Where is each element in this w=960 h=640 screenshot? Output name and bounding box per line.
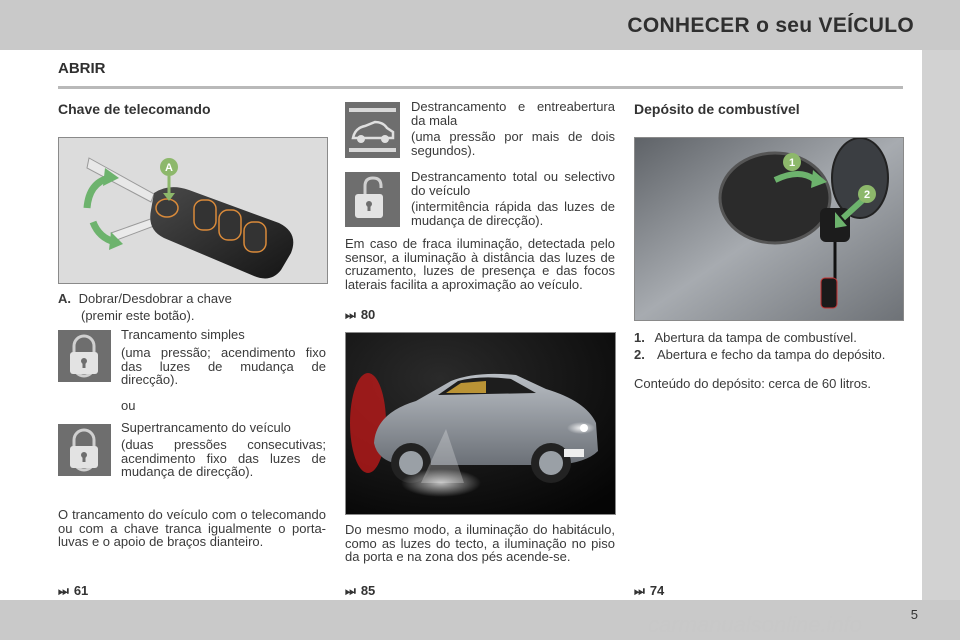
superlock-title: Supertrancamento do veículo [121,420,291,435]
trunk-title: Destrancamento e entreabertura da mala [411,99,615,128]
unlock-title: Destrancamento total ou selectivo do veículo [411,169,615,198]
page-number: 5 [910,607,918,622]
reference-number: 61 [73,583,89,598]
reference-arrow-icon: ⏭ [345,584,356,598]
fuel-capacity: Conteúdo do depósito: cerca de 60 litros. [634,376,872,391]
item-a-text2: (premir este botão). [81,308,195,323]
watermark: carmanualsonline.info [648,612,863,637]
reference-number: 74 [649,583,665,598]
superlock-description: (duas pressões consecutivas; acendimento fixo das luzes de mudança de direcção). [121,437,326,479]
reference-arrow-icon: ⏭ [345,308,356,322]
fuel-cap-illustration [634,137,904,321]
unlock-description: (intermitência rápida das luzes de mudança de direcção). [411,199,615,228]
item-a [58,292,326,306]
page-reference-80[interactable] [345,307,375,323]
section-title: ABRIR [58,60,106,77]
lock-description: (uma pressão; acendimento fixo das luzes de mudança de direcção). [121,345,326,387]
reference-number: 80 [360,307,376,322]
remote-key-drawing [59,138,327,283]
fuel-item-2 [634,348,904,362]
car-drawing [346,333,615,514]
or-label: ou [121,398,136,413]
reference-arrow-icon: ⏭ [58,584,69,598]
right-margin-strip [922,50,960,600]
fuel-tank-heading: Depósito de combustível [634,101,800,117]
page-reference-61[interactable] [58,583,88,599]
fuel-cap-drawing [635,138,903,320]
page-reference-85[interactable] [345,583,375,599]
callout-1-label: 1 [788,157,796,169]
page-reference-74[interactable] [634,583,664,599]
section-divider [58,86,903,89]
item-a-text: Dobrar/Desdobrar a chave [78,291,232,306]
fuel-item-1-text: Abertura da tampa de combustível. [654,330,857,345]
col2-paragraph2: Do mesmo modo, a iluminação do habitáculo, como as luzes do tecto, a iluminação no piso da porta e na zona dos pés acende-se. [345,522,615,564]
unlock-icon [345,172,400,227]
superlock-icon [58,424,111,476]
remote-key-heading: Chave de telecomando [58,101,211,117]
header-title: CONHECER o seu VEÍCULO [627,14,914,37]
fuel-item-1 [634,331,904,345]
remote-key-illustration [58,137,328,284]
lock-icon [58,330,111,382]
fuel-item-2-number: 2. [634,347,645,362]
callout-2-label: 2 [863,189,871,201]
col2-paragraph: Em caso de fraca iluminação, detectada pelo sensor, a iluminação à distância das luzes de cruzamento, luzes de presença e das focos laterais facilita a aproximação ao veículo. [345,236,615,292]
item-a-letter: A. [58,291,71,306]
car-lighting-illustration [345,332,616,515]
trunk-icon [345,102,400,158]
fuel-item-1-number: 1. [634,330,645,345]
page-header [0,0,960,50]
reference-arrow-icon: ⏭ [634,584,645,598]
fuel-item-2-text: Abertura e fecho da tampa do depósito. [657,347,886,362]
lock-title: Trancamento simples [121,327,245,342]
callout-a-label: A [165,162,173,174]
trunk-description: (uma pressão por mais de dois segundos). [411,129,615,158]
reference-number: 85 [360,583,376,598]
col1-paragraph: O trancamento do veículo com o telecomando ou com a chave tranca igualmente o porta-luvas e o apoio de braços dianteiro. [58,507,326,549]
